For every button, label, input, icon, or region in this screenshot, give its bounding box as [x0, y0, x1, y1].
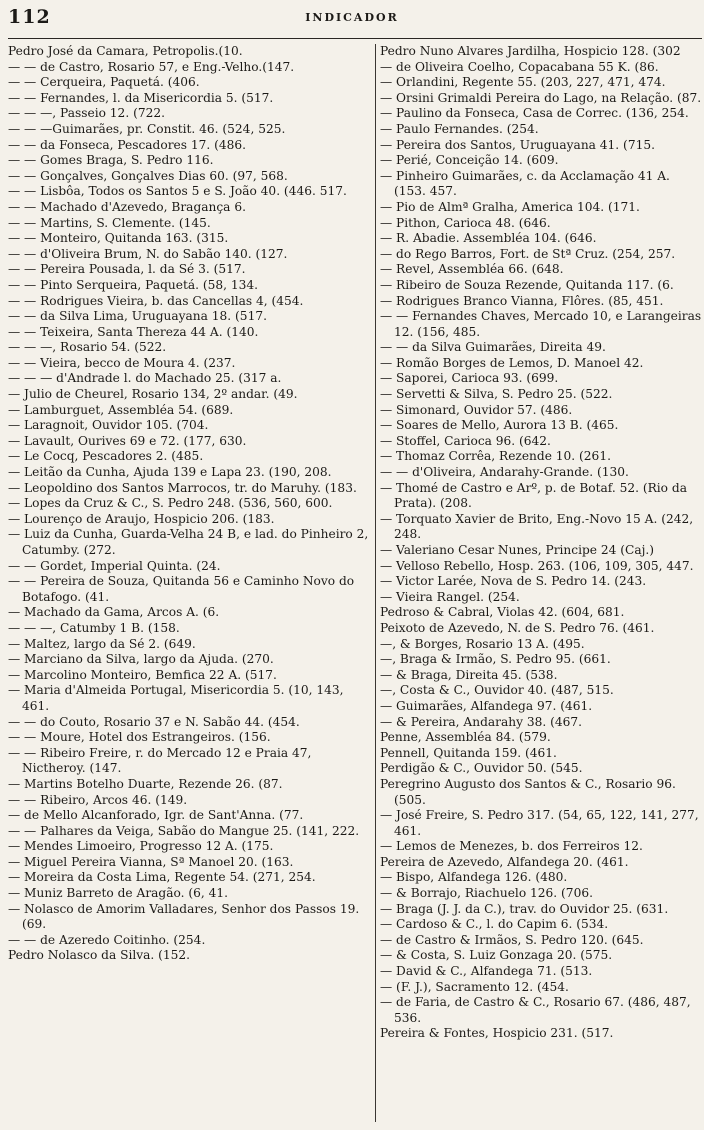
directory-entry: — — Vieira, becco de Moura 4. (237. [8, 355, 236, 370]
directory-entry: — Orlandini, Regente 55. (203, 227, 471, 474. [380, 75, 666, 90]
directory-entry: — — —Guimarães, pr. Constit. 46. (524, 525. [8, 121, 286, 136]
directory-entry: — Simonard, Ouvidor 57. (486. [380, 402, 573, 417]
directory-entry: — — Ribeiro Freire, r. do Mercado 12 e Praia 47, Nictheroy. (147. [8, 745, 312, 776]
directory-entry: — — da Silva Guimarães, Direita 49. [380, 340, 606, 355]
directory-entry: — Mendes Limoeiro, Progresso 12 A. (175. [8, 839, 274, 854]
directory-entry: Pedro José da Camara, Petropolis.(10. [8, 44, 243, 58]
directory-entry: — & Braga, Direita 45. (538. [380, 667, 558, 682]
directory-entry: — — de Azeredo Coitinho. (254. [8, 932, 206, 947]
column-divider [375, 44, 376, 1122]
directory-entry: — Perié, Conceição 14. (609. [380, 153, 559, 168]
directory-entry: — do Rego Barros, Fort. de Stª Cruz. (254, 257. [380, 246, 676, 261]
directory-entry: — Orsini Grimaldi Pereira do Lago, na Relação. (87. [380, 90, 702, 105]
directory-entry: — — Moure, Hotel dos Estrangeiros. (156. [8, 730, 271, 745]
directory-entry: — Torquato Xavier de Brito, Eng.-Novo 15 A. (242, 248. [380, 511, 694, 542]
directory-entry: — Saporei, Carioca 93. (699. [380, 371, 559, 386]
directory-entry: — de Mello Alcanforado, Igr. de Sant'Anna. (77. [8, 808, 304, 823]
directory-entry: — — Ribeiro, Arcos 46. (149. [8, 792, 188, 807]
directory-entry: — Lemos de Menezes, b. dos Ferreiros 12. [380, 839, 643, 854]
directory-entry: Pedro Nuno Alvares Jardilha, Hospicio 128. (302 [380, 44, 681, 58]
directory-entry: — & Costa, S. Luiz Gonzaga 20. (575. [380, 948, 613, 963]
directory-entry: — Le Cocq, Pescadores 2. (485. [8, 449, 204, 464]
left-column [8, 44, 372, 1124]
directory-entry: — — Palhares da Veiga, Sabão do Mangue 25. (141, 222. [8, 823, 360, 838]
directory-entry: Peixoto de Azevedo, N. de S. Pedro 76. (461. [380, 620, 655, 635]
directory-entry: — — Gomes Braga, S. Pedro 116. [8, 153, 214, 168]
directory-entry: — Moreira da Costa Lima, Regente 54. (271, 254. [8, 870, 316, 885]
directory-entry: — Lamburguet, Assembléa 54. (689. [8, 402, 234, 417]
directory-entry: — Maria d'Almeida Portugal, Misericordia 5. (10, 143, 461. [8, 683, 344, 713]
directory-entry: — — Fernandes, l. da Misericordia 5. (517. [8, 90, 274, 105]
directory-entry: — Pithon, Carioca 48. (646. [380, 215, 551, 230]
directory-entry: — & Borrajo, Riachuelo 126. (706. [380, 886, 593, 901]
directory-entry: — R. Abadie. Assembléa 104. (646. [380, 231, 597, 246]
directory-entry: —, Braga & Irmão, S. Pedro 95. (661. [380, 652, 611, 667]
directory-entry: — — Pereira de Souza, Quitanda 56 e Caminho Novo do Botafogo. (41. [8, 574, 355, 604]
directory-entry: — Velloso Rebello, Hosp. 263. (106, 109, 305, 447. [380, 558, 694, 573]
directory-entry: — Rodrigues Branco Vianna, Flôres. (85, 451. [380, 293, 664, 308]
directory-entry: — Maltez, largo da Sé 2. (649. [8, 636, 196, 651]
directory-entry: — Martins Botelho Duarte, Rezende 26. (87. [8, 776, 283, 791]
directory-entry: Pereira & Fontes, Hospicio 231. (517. [380, 1026, 614, 1041]
directory-entry: — Marcolino Monteiro, Bemfica 22 A. (517. [8, 667, 277, 682]
directory-entry: — Braga (J. J. da C.), trav. do Ouvidor 25. (631. [380, 901, 669, 916]
directory-entry: — — Machado d'Azevedo, Bragança 6. [8, 199, 246, 214]
directory-entry: — Bispo, Alfandega 126. (480. [380, 870, 568, 885]
directory-entry: — — d'Oliveira Brum, N. do Sabão 140. (127. [8, 246, 288, 261]
directory-entry: — Vieira Rangel. (254. [380, 589, 520, 604]
directory-entry: — Leopoldino dos Santos Marrocos, tr. do Maruhy. (183. [8, 480, 357, 495]
directory-entry: — (F. J.), Sacramento 12. (454. [380, 979, 569, 994]
directory-entry: — Victor Larée, Nova de S. Pedro 14. (243. [380, 574, 647, 589]
directory-entry: —, Costa & C., Ouvidor 40. (487, 515. [380, 683, 614, 698]
directory-entry: — Machado da Gama, Arcos A. (6. [8, 605, 220, 620]
directory-entry: — Ribeiro de Souza Rezende, Quitanda 117. (6. [380, 277, 674, 292]
directory-entry: — Valeriano Cesar Nunes, Principe 24 (Caj.) [380, 543, 655, 557]
directory-entry: — — Martins, S. Clemente. (145. [8, 215, 211, 230]
directory-entry: — — Pereira Pousada, l. da Sé 3. (517. [8, 262, 246, 277]
directory-entry: — Leitão da Cunha, Ajuda 139 e Lapa 23. (190, 208. [8, 465, 332, 480]
directory-entry: — — de Castro, Rosario 57, e Eng.-Velho.(147. [8, 59, 295, 74]
directory-entry: — — — d'Andrade l. do Machado 25. (317 a. [8, 371, 282, 386]
directory-entry: — — Gordet, Imperial Quinta. (24. [8, 558, 221, 573]
directory-entry: — — —, Catumby 1 B. (158. [8, 620, 180, 635]
directory-entry: — Luiz da Cunha, Guarda-Velha 24 B, e lad. do Pinheiro 2, Catumby. (272. [8, 527, 369, 557]
directory-entry: — — —, Rosario 54. (522. [8, 340, 167, 355]
directory-entry: — & Pereira, Andarahy 38. (467. [380, 714, 582, 729]
directory-entry: — — da Fonseca, Pescadores 17. (486. [8, 137, 247, 152]
directory-entry: — Pio de Almª Gralha, America 104. (171. [380, 199, 640, 214]
running-head: INDICADOR [305, 11, 399, 24]
directory-entry: — — Monteiro, Quitanda 163. (315. [8, 231, 229, 246]
directory-entry: Pedro Nolasco da Silva. (152. [8, 948, 191, 963]
directory-entry: — — Rodrigues Vieira, b. das Cancellas 4, (454. [8, 293, 304, 308]
directory-entry: — — Pinto Serqueira, Paquetá. (58, 134. [8, 277, 259, 292]
directory-entry: —, & Borges, Rosario 13 A. (495. [380, 636, 585, 651]
directory-entry: Perdigão & C., Ouvidor 50. (545. [380, 761, 583, 776]
directory-entry: — Julio de Cheurel, Rosario 134, 2º andar. (49. [8, 387, 298, 402]
directory-entry: — — Lisbôa, Todos os Santos 5 e S. João 40. (446. 517. [8, 184, 347, 199]
directory-entry: — Paulino da Fonseca, Casa de Correc. (136, 254. [380, 106, 689, 121]
directory-entry: — de Oliveira Coelho, Copacabana 55 K. (86. [380, 59, 659, 74]
directory-entry: — — Cerqueira, Paquetá. (406. [8, 75, 200, 90]
directory-entry: — Marciano da Silva, largo da Ajuda. (270. [8, 652, 274, 667]
directory-entry: — Servetti & Silva, S. Pedro 25. (522. [380, 387, 613, 402]
columns [8, 44, 702, 1124]
directory-entry: — David & C., Alfandega 71. (513. [380, 964, 593, 979]
directory-entry: — Stoffel, Carioca 96. (642. [380, 433, 551, 448]
directory-entry: — Romão Borges de Lemos, D. Manoel 42. [380, 355, 644, 370]
directory-entry: — Thomé de Castro e Arº, p. de Botaf. 52. (Rio da Prata). (208. [380, 480, 687, 511]
directory-entry: — Paulo Fernandes. (254. [380, 121, 539, 136]
directory-entry: Pennell, Quitanda 159. (461. [380, 745, 557, 760]
page-header [0, 6, 704, 36]
directory-entry: — de Castro & Irmãos, S. Pedro 120. (645. [380, 932, 644, 947]
directory-entry: — Miguel Pereira Vianna, Sª Manoel 20. (163. [8, 854, 294, 869]
directory-entry: — — d'Oliveira, Andarahy-Grande. (130. [380, 465, 629, 480]
directory-entry: Pereira de Azevedo, Alfandega 20. (461. [380, 854, 629, 869]
directory-entry: — Pinheiro Guimarães, c. da Acclamação 41 A. (153. 457. [380, 168, 670, 199]
directory-entry: Peregrino Augusto dos Santos & C., Rosario 96. (505. [380, 776, 676, 807]
page-number: 112 [8, 6, 51, 28]
directory-entry: — — da Silva Lima, Uruguayana 18. (517. [8, 309, 267, 324]
directory-entry: — Soares de Mello, Aurora 13 B. (465. [380, 418, 619, 433]
directory-entry: — — Teixeira, Santa Thereza 44 A. (140. [8, 324, 259, 339]
directory-entry: — Lavault, Ourives 69 e 72. (177, 630. [8, 433, 247, 448]
directory-entry: Penne, Assembléa 84. (579. [380, 730, 551, 745]
directory-entry: — Laragnoit, Ouvidor 105. (704. [8, 418, 209, 433]
directory-entry: — Guimarães, Alfandega 97. (461. [380, 698, 593, 713]
header-rule [8, 38, 702, 39]
directory-entry: — Muniz Barreto de Aragão. (6, 41. [8, 886, 228, 901]
directory-entry: — Lopes da Cruz & C., S. Pedro 248. (536, 560, 600. [8, 496, 333, 511]
directory-entry: — Revel, Assembléa 66. (648. [380, 262, 564, 277]
directory-entry: — — do Couto, Rosario 37 e N. Sabão 44. (454. [8, 714, 300, 729]
directory-entry: — — —, Passeio 12. (722. [8, 106, 165, 121]
directory-entry: — Cardoso & C., l. do Capim 6. (534. [380, 917, 609, 932]
directory-entry: — José Freire, S. Pedro 317. (54, 65, 122, 141, 277, 461. [380, 808, 699, 838]
directory-entry: — — Fernandes Chaves, Mercado 10, e Larangeiras 12. (156, 485. [380, 309, 702, 339]
directory-entry: Pedroso & Cabral, Violas 42. (604, 681. [380, 605, 625, 620]
directory-entry: — — Gonçalves, Gonçalves Dias 60. (97, 568. [8, 168, 288, 183]
directory-entry: — Pereira dos Santos, Uruguayana 41. (715. [380, 137, 655, 152]
directory-entry: — de Faria, de Castro & C., Rosario 67. (486, 487, 536. [380, 995, 691, 1025]
directory-entry: — Lourenço de Araujo, Hospicio 206. (183. [8, 511, 275, 526]
directory-entry: — Thomaz Corrêa, Rezende 10. (261. [380, 449, 611, 464]
directory-entry: — Nolasco de Amorim Valladares, Senhor dos Passos 19. (69. [8, 901, 360, 932]
right-column [380, 44, 702, 1124]
